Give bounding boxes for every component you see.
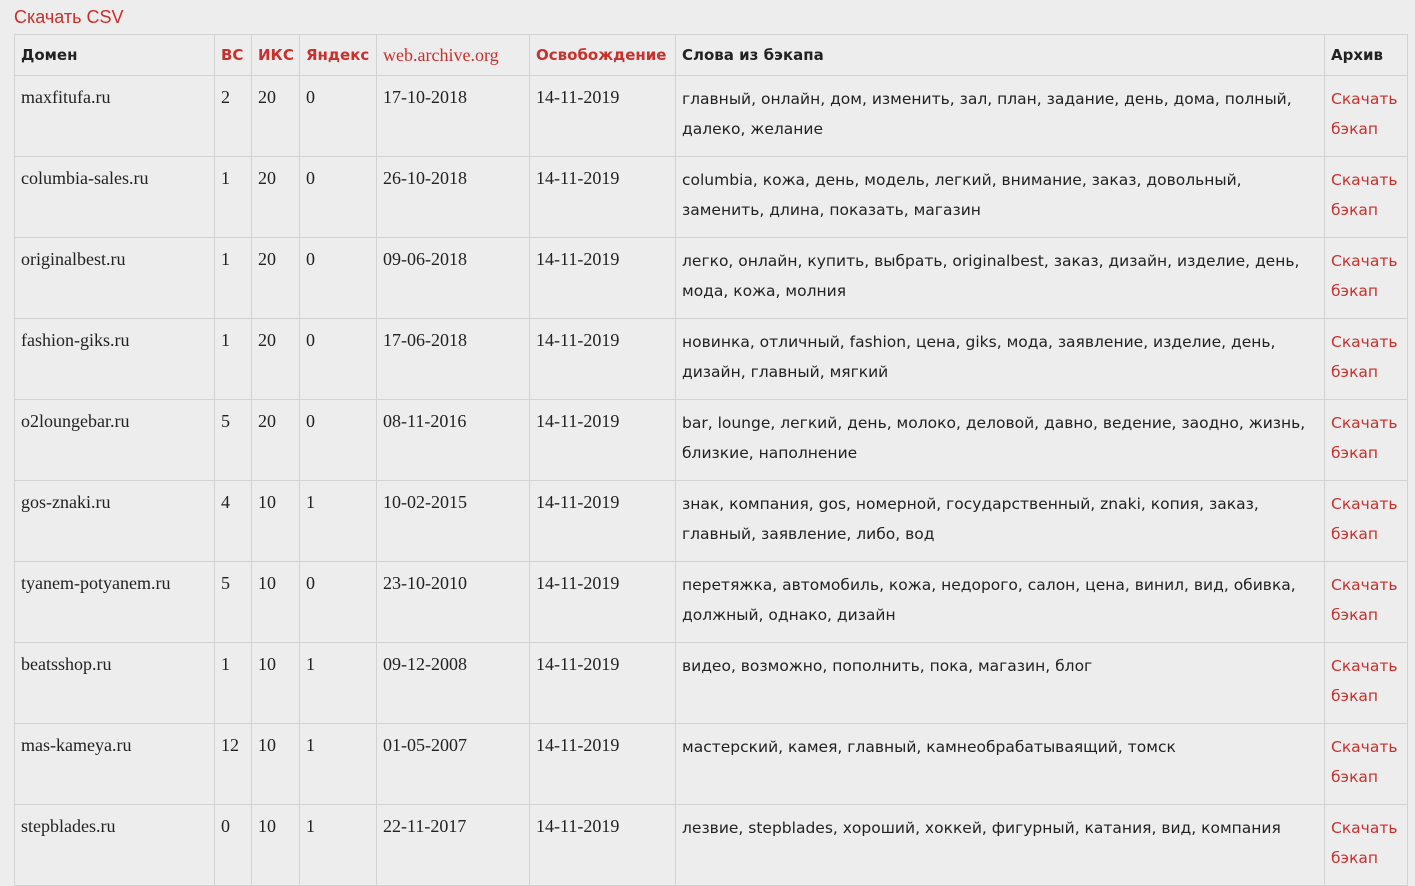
cell-domain: originalbest.ru bbox=[15, 238, 215, 319]
cell-iks: 20 bbox=[252, 400, 300, 481]
cell-yandex: 0 bbox=[300, 319, 377, 400]
download-backup-link[interactable]: Скачать бэкап bbox=[1331, 414, 1398, 462]
cell-yandex: 1 bbox=[300, 643, 377, 724]
cell-release-date: 14-11-2019 bbox=[530, 400, 676, 481]
cell-archive-date: 26-10-2018 bbox=[377, 157, 530, 238]
table-row bbox=[15, 319, 1408, 400]
table-row bbox=[15, 238, 1408, 319]
cell-release-date: 14-11-2019 bbox=[530, 805, 676, 886]
cell-backup-words: видео, возможно, пополнить, пока, магазин, блог bbox=[676, 643, 1325, 724]
cell-yandex: 1 bbox=[300, 481, 377, 562]
cell-archive-date: 08-11-2016 bbox=[377, 400, 530, 481]
cell-domain: beatsshop.ru bbox=[15, 643, 215, 724]
cell-bs: 2 bbox=[215, 76, 252, 157]
cell-release-date: 14-11-2019 bbox=[530, 319, 676, 400]
cell-release-date: 14-11-2019 bbox=[530, 76, 676, 157]
download-backup-link[interactable]: Скачать бэкап bbox=[1331, 576, 1398, 624]
cell-yandex: 0 bbox=[300, 157, 377, 238]
cell-domain: columbia-sales.ru bbox=[15, 157, 215, 238]
download-backup-link[interactable]: Скачать бэкап bbox=[1331, 171, 1398, 219]
cell-backup-words: columbia, кожа, день, модель, легкий, внимание, заказ, довольный, заменить, длина, показать, магазин bbox=[676, 157, 1325, 238]
column-header-archive: Архив bbox=[1325, 35, 1408, 76]
download-backup-link[interactable]: Скачать бэкап bbox=[1331, 819, 1398, 867]
cell-iks: 20 bbox=[252, 76, 300, 157]
table-row bbox=[15, 724, 1408, 805]
cell-domain: mas-kameya.ru bbox=[15, 724, 215, 805]
cell-archive bbox=[1325, 157, 1408, 238]
cell-iks: 20 bbox=[252, 319, 300, 400]
column-header-archive-org[interactable]: web.archive.org bbox=[377, 35, 530, 76]
cell-archive bbox=[1325, 400, 1408, 481]
table-row bbox=[15, 643, 1408, 724]
cell-iks: 10 bbox=[252, 481, 300, 562]
cell-backup-words: новинка, отличный, fashion, цена, giks, мода, заявление, изделие, день, дизайн, главный, мягкий bbox=[676, 319, 1325, 400]
column-header-iks[interactable]: ИКС bbox=[252, 35, 300, 76]
cell-bs: 1 bbox=[215, 238, 252, 319]
cell-bs: 4 bbox=[215, 481, 252, 562]
cell-release-date: 14-11-2019 bbox=[530, 643, 676, 724]
cell-archive bbox=[1325, 238, 1408, 319]
cell-archive bbox=[1325, 76, 1408, 157]
cell-bs: 1 bbox=[215, 319, 252, 400]
cell-iks: 20 bbox=[252, 238, 300, 319]
cell-backup-words: знак, компания, gos, номерной, государственный, znaki, копия, заказ, главный, заявление, либо, вод bbox=[676, 481, 1325, 562]
download-backup-link[interactable]: Скачать бэкап bbox=[1331, 738, 1398, 786]
cell-bs: 5 bbox=[215, 562, 252, 643]
cell-backup-words: bar, lounge, легкий, день, молоко, деловой, давно, ведение, заодно, жизнь, близкие, наполнение bbox=[676, 400, 1325, 481]
cell-yandex: 0 bbox=[300, 400, 377, 481]
cell-yandex: 1 bbox=[300, 805, 377, 886]
cell-release-date: 14-11-2019 bbox=[530, 481, 676, 562]
cell-backup-words: главный, онлайн, дом, изменить, зал, план, задание, день, дома, полный, далеко, желание bbox=[676, 76, 1325, 157]
cell-iks: 10 bbox=[252, 805, 300, 886]
download-backup-link[interactable]: Скачать бэкап bbox=[1331, 495, 1398, 543]
cell-release-date: 14-11-2019 bbox=[530, 562, 676, 643]
cell-archive-date: 10-02-2015 bbox=[377, 481, 530, 562]
download-csv-link[interactable]: Скачать CSV bbox=[14, 7, 124, 27]
column-header-yandex[interactable]: Яндекс bbox=[300, 35, 377, 76]
cell-yandex: 0 bbox=[300, 562, 377, 643]
cell-domain: gos-znaki.ru bbox=[15, 481, 215, 562]
cell-iks: 20 bbox=[252, 157, 300, 238]
cell-iks: 10 bbox=[252, 724, 300, 805]
table-row bbox=[15, 76, 1408, 157]
cell-archive bbox=[1325, 481, 1408, 562]
column-header-bs[interactable]: ВС bbox=[215, 35, 252, 76]
cell-domain: stepblades.ru bbox=[15, 805, 215, 886]
domains-table bbox=[14, 34, 1408, 886]
download-backup-link[interactable]: Скачать бэкап bbox=[1331, 657, 1398, 705]
cell-bs: 5 bbox=[215, 400, 252, 481]
cell-yandex: 0 bbox=[300, 76, 377, 157]
cell-archive bbox=[1325, 643, 1408, 724]
cell-bs: 1 bbox=[215, 157, 252, 238]
column-header-domain: Домен bbox=[15, 35, 215, 76]
cell-domain: o2loungebar.ru bbox=[15, 400, 215, 481]
cell-release-date: 14-11-2019 bbox=[530, 724, 676, 805]
cell-archive-date: 09-06-2018 bbox=[377, 238, 530, 319]
cell-archive-date: 01-05-2007 bbox=[377, 724, 530, 805]
cell-domain: maxfitufa.ru bbox=[15, 76, 215, 157]
download-backup-link[interactable]: Скачать бэкап bbox=[1331, 333, 1398, 381]
cell-release-date: 14-11-2019 bbox=[530, 157, 676, 238]
cell-backup-words: легко, онлайн, купить, выбрать, originalbest, заказ, дизайн, изделие, день, мода, кожа, молния bbox=[676, 238, 1325, 319]
cell-domain: tyanem-potyanem.ru bbox=[15, 562, 215, 643]
download-backup-link[interactable]: Скачать бэкап bbox=[1331, 252, 1398, 300]
cell-archive-date: 17-06-2018 bbox=[377, 319, 530, 400]
cell-release-date: 14-11-2019 bbox=[530, 238, 676, 319]
cell-iks: 10 bbox=[252, 643, 300, 724]
cell-backup-words: лезвие, stepblades, хороший, хоккей, фигурный, катания, вид, компания bbox=[676, 805, 1325, 886]
column-header-release[interactable]: Освобождение bbox=[530, 35, 676, 76]
cell-bs: 12 bbox=[215, 724, 252, 805]
cell-archive bbox=[1325, 319, 1408, 400]
table-header-row bbox=[15, 35, 1408, 76]
cell-bs: 1 bbox=[215, 643, 252, 724]
cell-archive bbox=[1325, 562, 1408, 643]
cell-archive-date: 09-12-2008 bbox=[377, 643, 530, 724]
cell-archive bbox=[1325, 805, 1408, 886]
cell-archive-date: 23-10-2010 bbox=[377, 562, 530, 643]
cell-iks: 10 bbox=[252, 562, 300, 643]
cell-bs: 0 bbox=[215, 805, 252, 886]
cell-backup-words: мастерский, камея, главный, камнеобрабатываящий, томск bbox=[676, 724, 1325, 805]
table-row bbox=[15, 481, 1408, 562]
cell-domain: fashion-giks.ru bbox=[15, 319, 215, 400]
cell-archive bbox=[1325, 724, 1408, 805]
cell-yandex: 0 bbox=[300, 238, 377, 319]
cell-yandex: 1 bbox=[300, 724, 377, 805]
table-row bbox=[15, 562, 1408, 643]
cell-backup-words: перетяжка, автомобиль, кожа, недорого, салон, цена, винил, вид, обивка, должный, однако, дизайн bbox=[676, 562, 1325, 643]
table-row bbox=[15, 400, 1408, 481]
column-header-words: Слова из бэкапа bbox=[676, 35, 1325, 76]
cell-archive-date: 22-11-2017 bbox=[377, 805, 530, 886]
table-row bbox=[15, 157, 1408, 238]
download-backup-link[interactable]: Скачать бэкап bbox=[1331, 90, 1398, 138]
cell-archive-date: 17-10-2018 bbox=[377, 76, 530, 157]
table-row bbox=[15, 805, 1408, 886]
